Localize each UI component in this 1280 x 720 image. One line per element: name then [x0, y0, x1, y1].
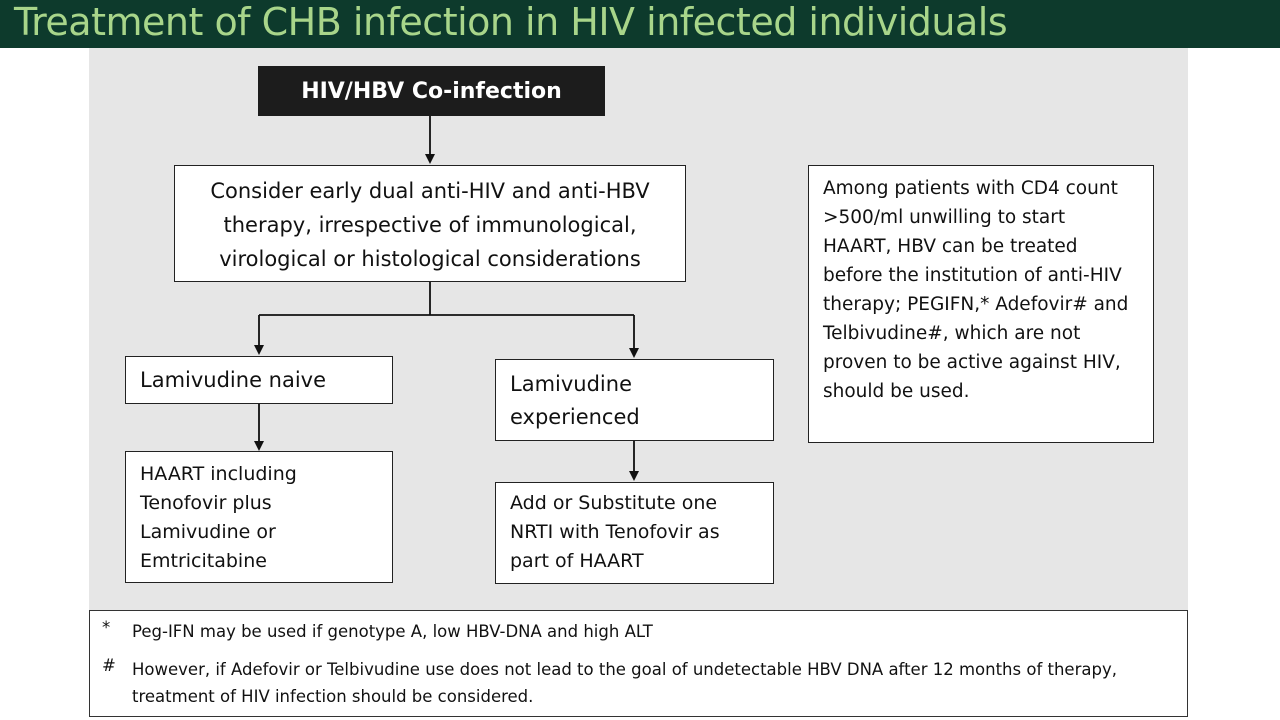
footnote-asterisk: [102, 618, 1152, 645]
cd4-note-text: Among patients with CD4 count >500/ml unwilling to start HAART, HBV can be treated before the institution of anti-HIV therapy; PEGIFN,* Adefovir# and Telbivudine#, which are not proven to be active against HIV, should be used.: [823, 178, 1129, 402]
footnote-hash: [102, 656, 1152, 710]
footnote-text: However, if Adefovir or Telbivudine use does not lead to the goal of undetectable HBV DNA after 12 months of therapy, treatment of HIV infection should be considered.: [132, 660, 1117, 706]
slide-title: Treatment of CHB infection in HIV infected individuals: [14, 0, 1008, 44]
cd4-note-box: [808, 165, 1154, 443]
consider-therapy-text: Consider early dual anti-HIV and anti-HBV therapy, irrespective of immunological, virological or histological considerations: [210, 179, 650, 271]
naive-treatment-text: HAART including Tenofovir plus Lamivudine or Emtricitabine: [140, 463, 297, 572]
lamivudine-experienced-label: Lamivudine experienced: [510, 372, 640, 429]
naive-treatment-box: [125, 451, 393, 583]
lamivudine-experienced-box: [495, 359, 774, 441]
lamivudine-naive-box: [125, 356, 393, 404]
footnote-symbol: *: [102, 618, 111, 637]
experienced-treatment-box: [495, 482, 774, 584]
footnotes-box: [89, 610, 1188, 717]
consider-therapy-box: [174, 165, 686, 282]
lamivudine-naive-label: Lamivudine naive: [140, 368, 327, 392]
coinfection-label: HIV/HBV Co-infection: [301, 78, 562, 104]
coinfection-box: [258, 66, 605, 116]
footnote-text: Peg-IFN may be used if genotype A, low HBV-DNA and high ALT: [132, 622, 653, 641]
footnote-symbol: #: [102, 656, 116, 675]
experienced-treatment-text: Add or Substitute one NRTI with Tenofovir as part of HAART: [510, 492, 720, 572]
